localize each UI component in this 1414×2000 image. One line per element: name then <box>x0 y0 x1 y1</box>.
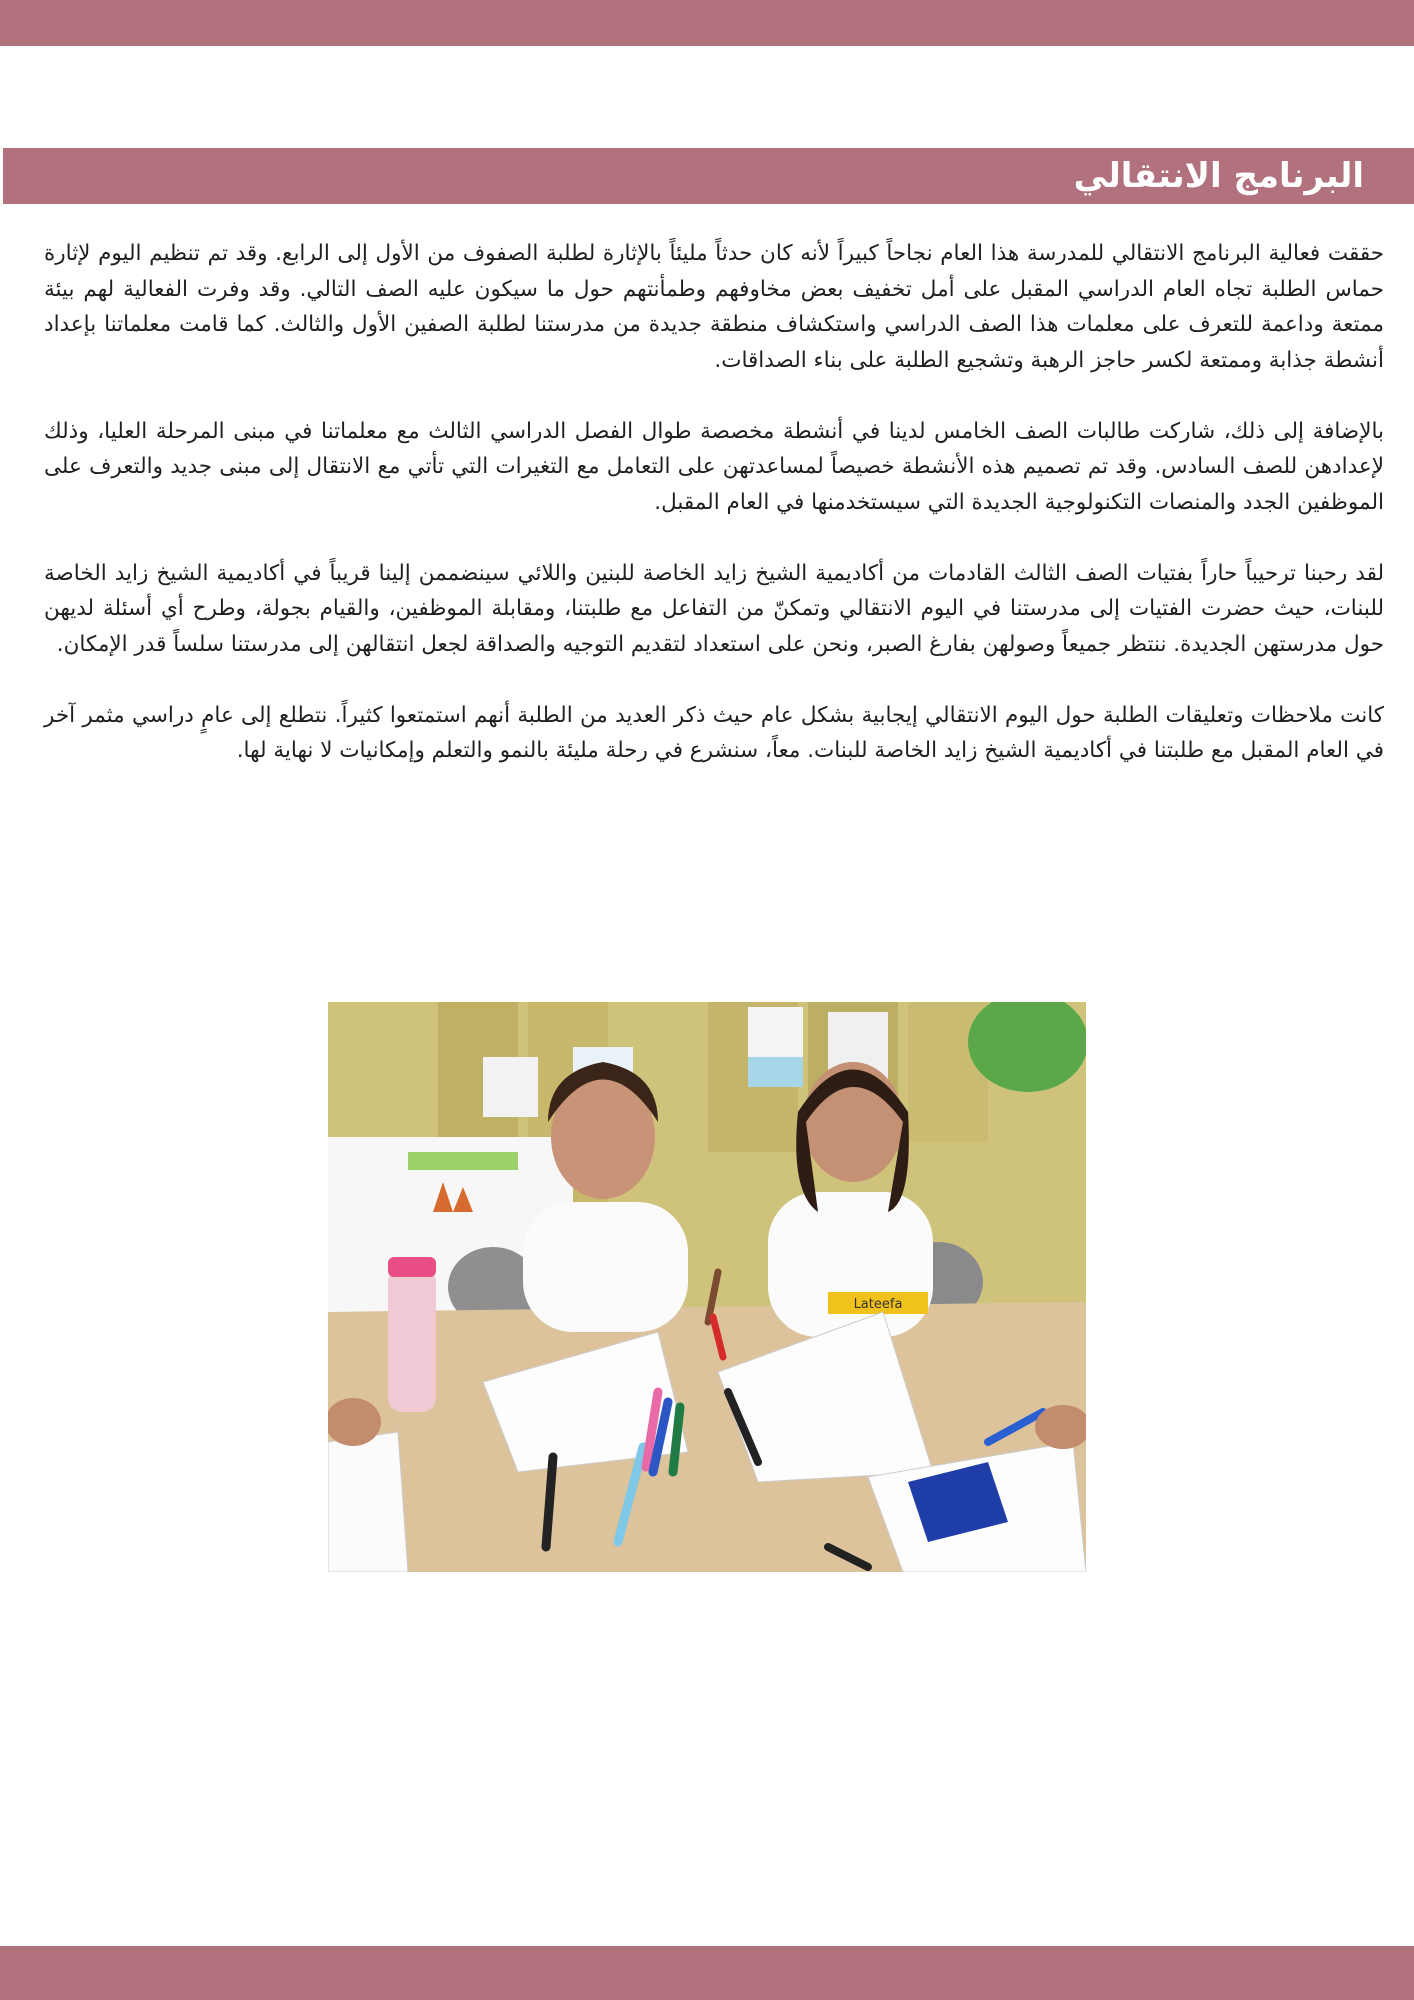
wall-poster <box>748 1057 803 1087</box>
article-paragraph-4: كانت ملاحظات وتعليقات الطلبة حول اليوم الانتقالي إيجابية بشكل عام حيث ذكر العديد من الطلبة أنهم استمتعوا كثيراً. نتطلع إلى عامٍ دراسي مثمر آخر في العام المقبل مع طلبتنا في أكاديمية الشيخ زايد الخاصة للبنات. معاً، سنشرع في رحلة مليئة بالنمو والتعلم وإمكانيات لا نهاية لها. <box>44 702 1384 763</box>
classroom-photo <box>328 1002 1086 1572</box>
article-paragraph-2: بالإضافة إلى ذلك، شاركت طالبات الصف الخامس لدينا في أنشطة مخصصة طوال الفصل الدراسي الثالث مع معلماتنا في مبنى المرحلة العليا، وذلك لإعدادهن للصف السادس. وقد تم تصميم هذه الأنشطة خصيصاً لمساعدتهن على التعامل مع التغيرات التي تأتي مع الانتقال إلى مبنى جديد والتعرف على الموظفين الجدد والمنصات التكنولوجية الجديدة التي سيستخدمنها في العام المقبل. <box>44 418 1384 515</box>
name-tag-text: Lateefa <box>853 1297 903 1312</box>
girl-left-shirt <box>523 1202 688 1332</box>
bottle-cap <box>388 1257 436 1277</box>
worksheet <box>328 1432 408 1572</box>
article-paragraph-1: حققت فعالية البرنامج الانتقالي للمدرسة هذا العام نجاحاً كبيراً لأنه كان حدثاً مليئاً بالإثارة لطلبة الصفوف من الأول إلى الرابع. وقد تم تنظيم اليوم لإثارة حماس الطلبة تجاه العام الدراسي المقبل على أمل تخفيف بعض مخاوفهم وطمأنتهم حول ما سيكون عليه الصف التالي. وقد وفرت الفعالية لهم بيئة ممتعة وداعمة للتعرف على معلمات هذا الصف الدراسي واستكشاف منطقة جديدة من مدرستنا لطلبة الصفين الأول والثالث. كما قامت معلماتنا بإعداد أنشطة جذابة وممتعة لكسر حاجز الرهبة وتشجيع الطلبة على بناء الصداقات. <box>44 241 1384 373</box>
page-title: البرنامج الانتقالي <box>1073 156 1364 196</box>
girl-right-shirt <box>768 1192 933 1337</box>
article-body <box>44 236 1384 804</box>
wall-poster <box>483 1057 538 1117</box>
water-bottle <box>388 1267 436 1412</box>
display-label <box>408 1152 518 1170</box>
classroom-photo-illustration <box>328 1002 1086 1572</box>
article-paragraph-3: لقد رحبنا ترحيباً حاراً بفتيات الصف الثالث القادمات من أكاديمية الشيخ زايد الخاصة للبنين واللائي سينضممن إلينا قريباً في أكاديمية الشيخ زايد الخاصة للبنات، حيث حضرت الفتيات إلى مدرستنا في اليوم الانتقالي وتمكنّ من التفاعل مع طلبتنا، ومقابلة الموظفين، والقيام بجولة، وطرح أي أسئلة لديهن حول مدرستهن الجديدة. ننتظر جميعاً وصولهن بفارغ الصبر، ونحن على استعداد لتقديم التوجيه والصداقة لجعل انتقالهن إلى مدرستنا سلساً قدر الإمكان. <box>44 560 1384 657</box>
bottom-accent-band <box>0 1946 1414 2000</box>
top-accent-band <box>0 0 1414 46</box>
section-title-bar <box>3 148 1414 204</box>
